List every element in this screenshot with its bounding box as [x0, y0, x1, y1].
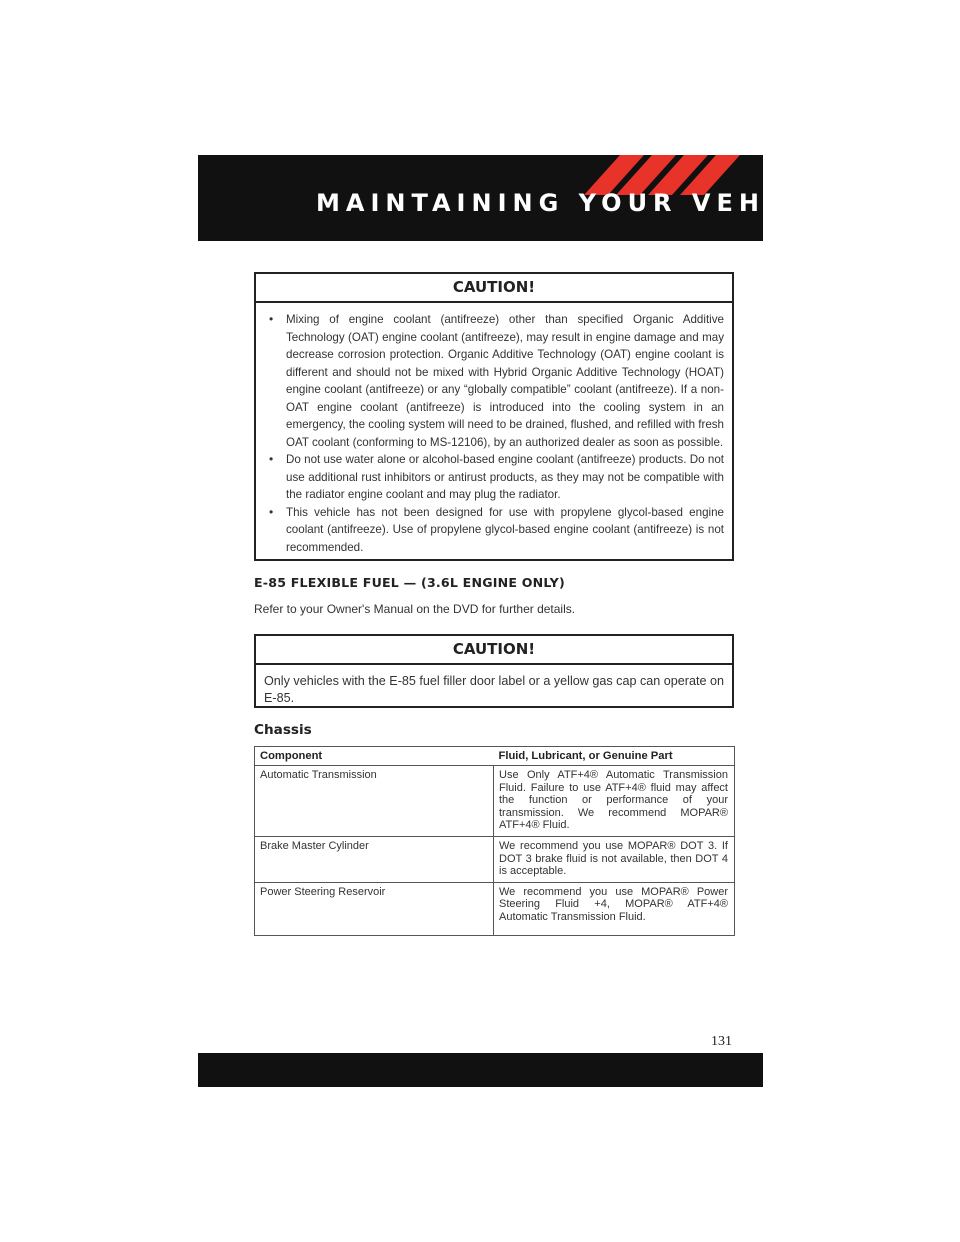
caution-heading: CAUTION!: [256, 274, 732, 303]
bullet-icon: •: [269, 312, 274, 326]
caution-list: [264, 311, 724, 556]
caution-box-coolant: [254, 272, 734, 561]
caution-list-item: [264, 504, 724, 557]
caution-body: [256, 665, 732, 713]
column-header-fluid: Fluid, Lubricant, or Genuine Part: [494, 747, 735, 766]
page-number: 131: [711, 1034, 732, 1049]
caution-text: Only vehicles with the E-85 fuel filler door label or a yellow gas cap can operate on E-85.: [264, 674, 724, 705]
section-header-band: [198, 155, 848, 241]
caution-item-text: Do not use water alone or alcohol-based engine coolant (antifreeze) products. Do not use additional rust inhibitors or antirust products, as they may not be compatible with the radiator engine coolant and may plug the radiator.: [286, 453, 724, 501]
table-row: [255, 882, 735, 935]
caution-item-text: This vehicle has not been designed for use with propylene glycol-based engine coolant (antifreeze). Use of propylene glycol-based engine coolant (antifreeze) is not recommended.: [286, 505, 724, 554]
caution-box-e85: [254, 634, 734, 708]
caution-list-item: [264, 311, 724, 451]
bullet-icon: •: [269, 504, 274, 519]
e85-heading: E-85 FLEXIBLE FUEL — (3.6L ENGINE ONLY): [254, 575, 565, 590]
table-header-row: [255, 747, 735, 766]
chassis-heading: Chassis: [254, 722, 312, 738]
caution-item-text: Mixing of engine coolant (antifreeze) other than specified Organic Additive Technology (OAT) engine coolant (antifreeze), may result in engine damage and may decrease corrosion protection. Organic Additive Technology (OAT) engine coolant is different and should not be mixed with Hybrid Organic Additive Technology (HOAT) engine coolant (antifreeze) or any “globally compatible” coolant (antifreeze). If a non-OAT engine coolant (antifreeze) is introduced into the cooling system in an emergency, the cooling system will need to be drained, flushed, and refilled with fresh OAT coolant (conforming to MS-12106), by an authorized dealer as soon as possible.: [286, 313, 725, 449]
footer-band: [198, 1053, 763, 1087]
chassis-fluids-table: [254, 746, 735, 936]
bullet-icon: •: [269, 452, 274, 466]
e85-body-text: Refer to your Owner's Manual on the DVD for further details.: [254, 602, 576, 616]
caution-heading: CAUTION!: [256, 636, 732, 665]
page-content: [254, 272, 734, 936]
table-row: [255, 766, 735, 837]
caution-body: [256, 303, 732, 562]
fluid-cell: Use Only ATF+4® Automatic Transmission Fluid. Failure to use ATF+4® fluid may affect the function or performance of your transmission. We recommend MOPAR® ATF+4® Fluid.: [494, 766, 735, 837]
component-cell: Automatic Transmission: [255, 766, 494, 837]
fluid-cell: We recommend you use MOPAR® DOT 3. If DOT 3 brake fluid is not available, then DOT 4 is acceptable.: [494, 836, 735, 882]
section-title: MAINTAINING YOUR VEHICLE: [316, 189, 848, 217]
column-header-component: Component: [255, 747, 494, 766]
table-row: [255, 836, 735, 882]
fluid-cell: We recommend you use MOPAR® Power Steering Fluid +4, MOPAR® ATF+4® Automatic Transmission Fluid.: [494, 882, 735, 935]
caution-list-item: [264, 451, 724, 504]
component-cell: Power Steering Reservoir: [255, 882, 494, 935]
component-cell: Brake Master Cylinder: [255, 836, 494, 882]
